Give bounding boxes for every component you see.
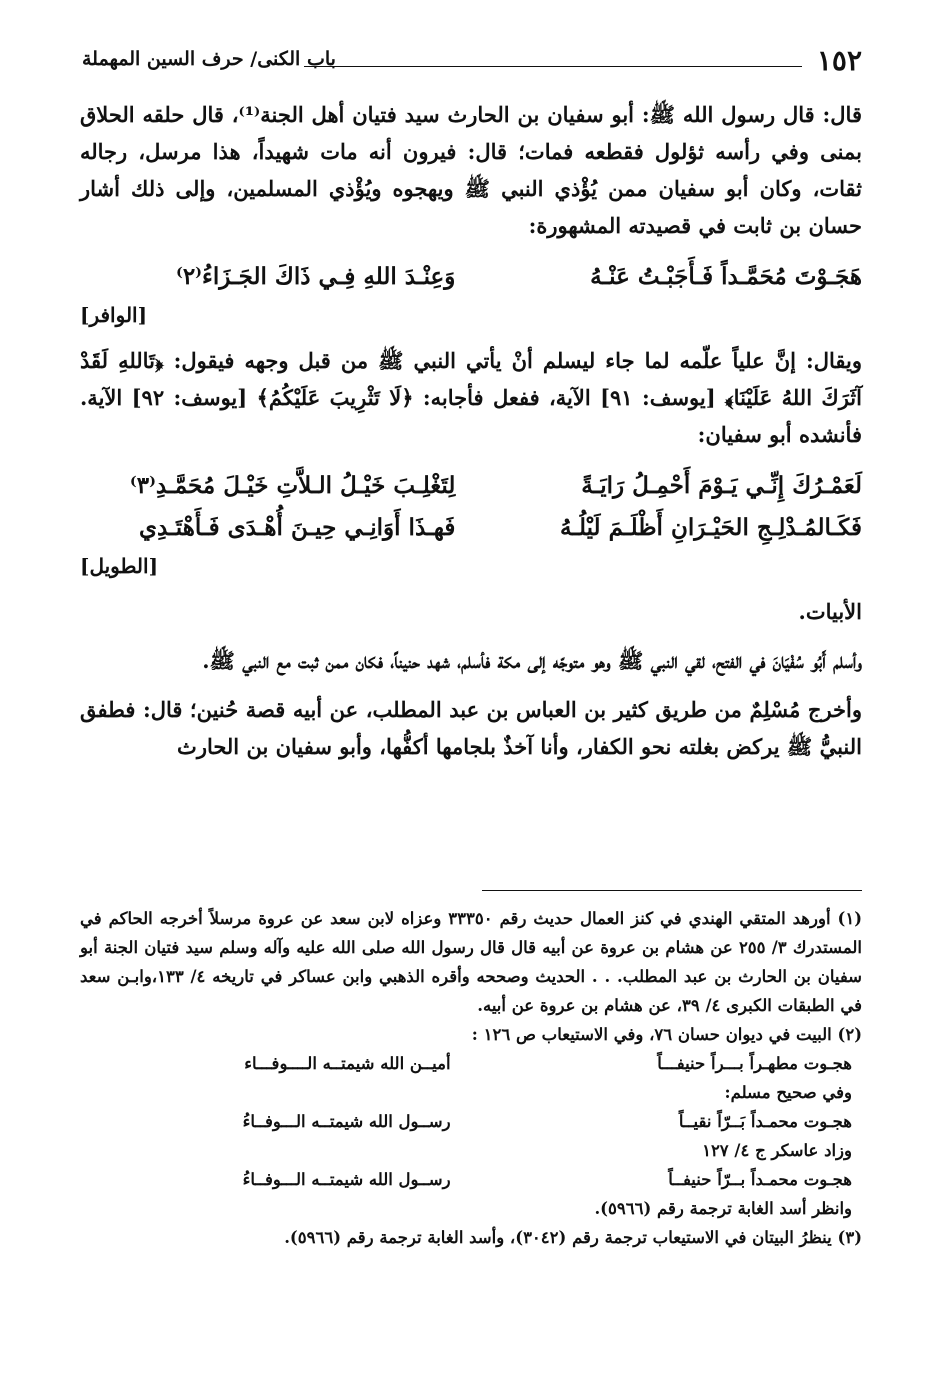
paragraph-2: ويقال: إنَّ علياً علّمه لما جاء ليسلم أنْ يأتي النبي ﷺ من قبل وجهه فيقول: ﴿تَاللهِ لَقَدْ آثَرَكَ اللهُ عَلَيْنَا﴾ [يوسف: ٩١] الآية، ففعل فأجابه: ﴿لَا تَثْرِيبَ عَلَيْكُمُ﴾ [يوسف: ٩٢] الآية. فأنشده أبو سفيان: bbox=[80, 348, 862, 447]
verse-line-3 bbox=[80, 507, 862, 549]
verse-3-first-hemistich: فَكَـالمُـدْلِـجِ الحَيْـرَانِ أَظْلَـمَ لَيْلُـهُ bbox=[559, 514, 862, 541]
footnote-2-verse-3 bbox=[80, 1165, 862, 1194]
footnote-2-muslim: وفي صحيح مسلم: bbox=[724, 1083, 852, 1102]
footnote-2-verse-1 bbox=[80, 1049, 862, 1078]
footnote-2-asakir: وزاد عاسكر ج ٤/ ١٢٧ bbox=[702, 1141, 852, 1160]
footnote-rule bbox=[482, 890, 862, 891]
footnote-1: (١) أورهد المتقي الهندي في كنز العمال حديث رقم ٣٣٣٥٠ وعزاه لابن سعد عن عروة مرسلاً أخرجه الحاكم في المستدرك ٣/ ٢٥٥ عن هشام بن عروة عن أبيه قال قال رسول الله صلى الله عليه وآله وسلم سيد فتيان الجنة أبو سفيان بن الحارث بن عبد المطلب. . . الحديث وصححه وأقره الذهبي وابن عساكر في تاريخه ٤/ ١٣٣،وابـن سعد في الطبقات الكبرى ٤/ ٣٩، عن هشام بن عروة عن أبيه. bbox=[80, 909, 862, 1015]
running-header bbox=[82, 44, 862, 80]
footnote-3: (٣) ينظرُ البيتان في الاستيعاب ترجمة رقم (٣٠٤٢)، وأسد الغابة ترجمة رقم (٥٩٦٦). bbox=[284, 1228, 862, 1247]
fn-verse-3-left: رســول الله شيمتــه الـــوفــاءُ bbox=[242, 1170, 451, 1189]
footnotes bbox=[80, 904, 862, 1252]
paragraph-3: الأبيات. bbox=[798, 599, 862, 624]
fn-verse-3-right: هجـوت محمـداً بــرّاً حنيفــاً bbox=[668, 1170, 852, 1189]
fn-verse-1-left: أميــن الله شيمتــه الــــوفـــاء bbox=[244, 1054, 451, 1073]
footnote-2-usd: وانظر أسد الغابة ترجمة رقم (٥٩٦٦). bbox=[594, 1199, 852, 1218]
verse-1-second-hemistich: وَعِنْـدَ اللهِ فِـي ذَاكَ الجَـزَاءُ⁽٢⁾ bbox=[175, 263, 456, 290]
meter-label-2: [الطويل] bbox=[80, 554, 159, 578]
verse-line-2 bbox=[80, 465, 862, 507]
verse-2-second-hemistich: لِتَغْلِـبَ خَيْـلُ الـلاَّتِ خَيْـلَ مُحَمَّـدِ⁽٣⁾ bbox=[129, 472, 456, 499]
verse-3-second-hemistich: فَهـذَا أَوَانِـي حِيـنَ أُهْـدَى فَـأَهْتَـدِي bbox=[138, 514, 456, 541]
main-text bbox=[80, 96, 862, 777]
fn-verse-1-right: هجـوت مطهـراً بـــراً حنيفـــاً bbox=[657, 1054, 852, 1073]
verse-2-first-hemistich: لَعَمْـرُكَ إِنِّـي يَـوْمَ أَحْمِـلُ رَايَـةً bbox=[581, 472, 862, 499]
footnote-2-verse-2 bbox=[80, 1107, 862, 1136]
running-title: باب الكنى/ حرف السين المهملة bbox=[82, 48, 336, 70]
paragraph-5: وأخرج مُسْلِمٌ من طريق كثير بن العباس بن عبد المطلب، عن أبيه قصة حُنين؛ قال: فطفق النبيُّ ﷺ يركض بغلته نحو الكفار، وأنا آخذٌ بلجامها أكفُّها، وأبو سفيان بن الحارث bbox=[80, 697, 862, 759]
paragraph-4: وأسلم أَبُو سُفْيَانَ في الفتح، لقي النبي ﷺ وهو متوجّه إلى مكة فأسلم، شهد حنيناً، فكان ممن ثبت مع النبي ﷺ. bbox=[202, 648, 862, 673]
paragraph-1: قال: قال رسول الله ﷺ: أبو سفيان بن الحارث سيد فتيان أهل الجنة⁽¹⁾، قال حلقه الحلاق بمنى وفي رأسه ثؤلول فقطعه فمات؛ قال: فيرون أنه مات شهيداً، هذا مرسل، رجاله ثقات، وكان أبو سفيان ممن يُؤْذي النبي ﷺ ويهجوه ويُؤْذي المسلمين، وإلى ذلك أشار حسان بن ثابت في قصيدته المشهورة: bbox=[80, 102, 862, 238]
verse-1-first-hemistich: هَجَـوْتَ مُحَمَّـداً فَـأَجَبْـتُ عَنْـهُ bbox=[590, 263, 862, 290]
page-number: ١٥٢ bbox=[816, 44, 862, 77]
meter-label-1: [الوافر] bbox=[80, 303, 148, 327]
footnote-2-intro: (٢) البيت في ديوان حسان ٧٦، وفي الاستيعاب ص ١٢٦ : bbox=[471, 1025, 862, 1044]
verse-line-1 bbox=[80, 256, 862, 298]
fn-verse-2-right: هجـوت محمـداً بَــرّاً نقيــاً bbox=[678, 1112, 852, 1131]
header-rule bbox=[304, 66, 802, 67]
fn-verse-2-left: رســول الله شيمتــه الـــوفــاءُ bbox=[242, 1112, 451, 1131]
